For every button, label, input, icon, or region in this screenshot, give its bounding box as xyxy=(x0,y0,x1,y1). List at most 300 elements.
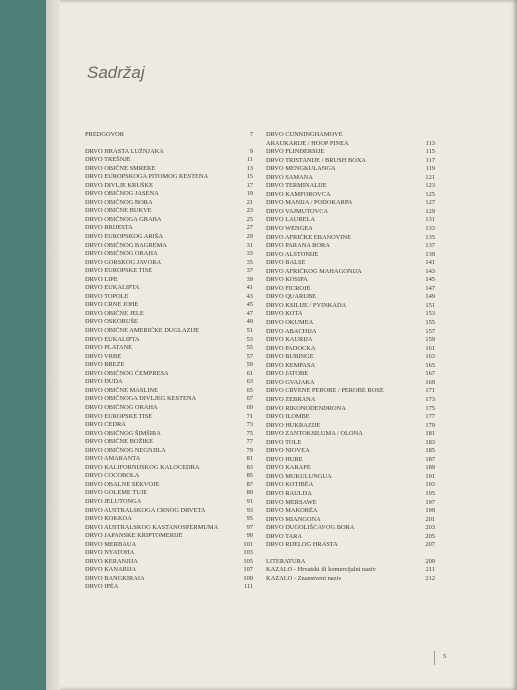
toc-entry-title: DRVO ALSTONIJE xyxy=(266,250,319,258)
toc-entry xyxy=(85,532,253,541)
toc-entry-page: 71 xyxy=(246,412,253,420)
toc-entry-title: DRVO KOTIBĚA xyxy=(266,481,314,489)
toc-entry-title: DRVO DUGOLIŠĆAVOG BORA xyxy=(266,524,355,532)
toc-entry-title: DRVO MANIJA / PODOKARPA xyxy=(266,199,353,207)
toc-entry-title: DRVO MERBAUA xyxy=(85,540,137,548)
toc-entry xyxy=(266,387,435,396)
toc-entry-page: 195 xyxy=(425,489,435,497)
toc-entry-page: 95 xyxy=(246,515,253,523)
toc-entry-title: DRVO KERANJIJA xyxy=(85,557,138,565)
toc-right-column xyxy=(266,131,435,583)
toc-entry-page: 117 xyxy=(425,156,435,164)
toc-entry-title: DRVO KAURIJA xyxy=(266,336,313,344)
toc-entry-title: DRVO VAJMUTOVCA xyxy=(266,207,329,215)
toc-entry-title: DRVO VRBE xyxy=(85,352,122,360)
toc-entry-title: DRVO OBIČNOG ORAHA xyxy=(85,403,158,411)
toc-entry-page: 155 xyxy=(425,319,435,327)
toc-entry-title: DRVO CEDRA xyxy=(85,421,126,429)
toc-entry-title: DRVO OBIČNOG BAGREMA xyxy=(85,241,167,249)
toc-entry xyxy=(266,276,435,285)
toc-entry-page: 93 xyxy=(246,506,253,514)
toc-entry-title: KAZALO - Hrvatski ili komercijalni naziv xyxy=(266,566,376,574)
toc-entry-page: 129 xyxy=(425,207,435,215)
toc-entry-title: DRVO OBIČNE BUKVE xyxy=(85,207,152,215)
toc-entry xyxy=(266,293,435,302)
toc-entry xyxy=(266,251,435,260)
toc-entry xyxy=(85,566,253,575)
toc-entry-title: DRVO HUKRAZIJE xyxy=(266,421,321,429)
toc-entry xyxy=(266,379,435,388)
toc-entry-page: 127 xyxy=(425,199,435,207)
toc-entry-title: LITERATURA xyxy=(266,557,306,565)
toc-entry-title: DRVO KAMFOROVCA xyxy=(266,190,331,198)
toc-entry-title: DRVO CUNNINGHAMOVE xyxy=(266,131,343,138)
toc-entry-page: 121 xyxy=(425,173,435,181)
toc-entry xyxy=(85,404,253,413)
toc-entry-title: DRVO KOKKOA xyxy=(85,515,132,523)
toc-entry xyxy=(85,267,253,276)
toc-entry xyxy=(85,464,253,473)
toc-entry-title: DRVO JATOBE xyxy=(266,370,309,378)
toc-entry-page: 19 xyxy=(246,190,253,198)
toc-entry-page: 21 xyxy=(246,198,253,206)
toc-entry-page: 143 xyxy=(425,267,435,275)
toc-entry xyxy=(85,148,253,157)
toc-entry-title: DRVO TOPOLE xyxy=(85,292,129,300)
toc-entry-page: 77 xyxy=(246,438,253,446)
toc-entry xyxy=(266,216,435,225)
toc-entry-page: 27 xyxy=(246,224,253,232)
toc-entry-title: DRVO EUROPSKE TISE xyxy=(85,412,153,420)
toc-entry xyxy=(85,310,253,319)
toc-entry-title: DRVO OBIČNE SMREKE xyxy=(85,164,156,172)
toc-entry-title: DRVO OBIČNOGA GRABA xyxy=(85,215,162,223)
toc-entry-title: DRVO ZANTOKSILUMA / OLONA xyxy=(266,430,363,438)
toc-entry-title: DRVO BREZE xyxy=(85,361,125,369)
toc-entry xyxy=(85,447,253,456)
toc-entry xyxy=(85,216,253,225)
toc-entry xyxy=(85,344,253,353)
toc-entry-title: DRVO KEMPASA xyxy=(266,361,316,369)
toc-entry-page: 101 xyxy=(243,540,253,548)
toc-entry-title: DRVO CRVENE PEROBE / PEROBE ROSE xyxy=(266,387,384,395)
toc-entry-page: 205 xyxy=(425,532,435,540)
toc-entry-title: DRVO EUROPSKOG ARIŠA xyxy=(85,233,163,241)
toc-entry xyxy=(266,533,435,542)
toc-entry xyxy=(266,405,435,414)
toc-entry-title: DRVO GVAJAKA xyxy=(266,378,315,386)
toc-entry-page: 169 xyxy=(425,378,435,386)
toc-entry-page: 159 xyxy=(425,336,435,344)
toc-entry-title: DRVO OBALNE SEKVOJE xyxy=(85,480,160,488)
toc-entry xyxy=(266,575,435,584)
toc-entry xyxy=(266,558,435,567)
toc-entry-page: 91 xyxy=(246,497,253,505)
toc-entry-page: 63 xyxy=(246,378,253,386)
toc-entry xyxy=(85,515,253,524)
toc-entry-title: DRVO EUKALIPTA xyxy=(85,335,140,343)
toc-entry xyxy=(85,156,253,165)
toc-entry-title: DRVO RAULDA xyxy=(266,489,312,497)
toc-entry-page: 119 xyxy=(425,165,435,173)
toc-entry-title: DRVO HURE xyxy=(266,455,303,463)
toc-entry-page: 69 xyxy=(246,403,253,411)
toc-entry-title: DRVO FLINDERSIJE xyxy=(266,148,325,156)
toc-entry-page: 109 xyxy=(243,574,253,582)
toc-entry-title: DRVO AUSTRALSKOG KASTANOSPERMUMA xyxy=(85,523,219,531)
toc-entry xyxy=(85,378,253,387)
toc-entry-title: DRVO NIOVEA xyxy=(266,447,310,455)
toc-entry-title: DRVO BANGKIRAIA xyxy=(85,574,145,582)
toc-entry xyxy=(266,507,435,516)
toc-entry-title: DRVO OKUMEA xyxy=(266,319,314,327)
toc-entry-title: DRVO KARAPE xyxy=(266,464,311,472)
toc-entry-title: DRVO OBIČNE MASLINE xyxy=(85,386,158,394)
toc-entry xyxy=(266,148,435,157)
toc-entry-page: 157 xyxy=(425,327,435,335)
toc-entry-page: 147 xyxy=(425,284,435,292)
toc-entry-title: DRVO ILOMBE xyxy=(266,413,310,421)
toc-entry xyxy=(85,190,253,199)
toc-entry xyxy=(266,541,435,550)
toc-entry-title: DRVO JAPANSKE KRIPTOMERIJE xyxy=(85,532,183,540)
toc-entry xyxy=(85,318,253,327)
toc-entry xyxy=(266,191,435,200)
toc-entry xyxy=(266,140,435,149)
toc-entry-title: DRVO EUROPSKOGA PITOMOG KESTENA xyxy=(85,173,209,181)
toc-entry xyxy=(85,207,253,216)
toc-entry-page: 49 xyxy=(246,318,253,326)
toc-entry-title: DRVO BRIJESTA xyxy=(85,224,133,232)
toc-entry-page: 35 xyxy=(246,258,253,266)
toc-entry-title: DRVO KOTA xyxy=(266,310,303,318)
toc-entry-title: DRVO MENGKULANGA xyxy=(266,165,336,173)
toc-entry-page: 151 xyxy=(425,301,435,309)
toc-entry xyxy=(266,447,435,456)
toc-entry-title: DRVO TARA xyxy=(266,532,302,540)
toc-entry-page: 89 xyxy=(246,489,253,497)
toc-entry xyxy=(85,276,253,285)
toc-entry-page: 193 xyxy=(425,481,435,489)
toc-entry xyxy=(85,455,253,464)
toc-entry-title: DRVO OBIČNOG ŠIMŠIRA xyxy=(85,429,161,437)
toc-entry xyxy=(85,575,253,584)
toc-entry xyxy=(266,302,435,311)
toc-entry xyxy=(85,250,253,259)
toc-entry-title: DRVO PADOCKA xyxy=(266,344,316,352)
toc-entry xyxy=(266,199,435,208)
toc-entry-page: 173 xyxy=(425,395,435,403)
toc-entry-title: DRVO OBIČNOGA DIVLJEG KESTENA xyxy=(85,395,197,403)
toc-entry xyxy=(266,456,435,465)
toc-entry-page: 59 xyxy=(246,361,253,369)
toc-entry xyxy=(85,438,253,447)
toc-entry-page: 131 xyxy=(425,216,435,224)
toc-entry xyxy=(266,319,435,328)
toc-entry xyxy=(85,395,253,404)
toc-entry-title: DRVO OBIČNE BOŽIKE xyxy=(85,438,154,446)
toc-entry-page: 149 xyxy=(425,293,435,301)
toc-entry-title: DRVO AUSTRALSKOGA CRNOG DRVETA xyxy=(85,506,206,514)
toc-entry-page: 55 xyxy=(246,344,253,352)
toc-entry-title: DRVO OBIČNOG NEGNJILA xyxy=(85,446,166,454)
toc-entry-title: DRVO TREŠNJE xyxy=(85,156,131,164)
toc-entry xyxy=(266,353,435,362)
toc-entry-title: DRVO BUBINGE xyxy=(266,353,314,361)
toc-entry xyxy=(266,422,435,431)
toc-entry-page: 135 xyxy=(425,233,435,241)
toc-entry-title: DRVO PLATANE xyxy=(85,344,133,352)
toc-entry-page: 167 xyxy=(425,370,435,378)
toc-entry-page: 203 xyxy=(425,524,435,532)
toc-entry-title: DRVO KOSIPA xyxy=(266,276,308,284)
toc-entry-title: DRVO OBIČNOG ORAHA xyxy=(85,250,158,258)
toc-entry-title: DRVO AFRIČKE EBANOVINE xyxy=(266,233,352,241)
toc-entry-page: 47 xyxy=(246,309,253,317)
toc-entry-title: DRVO TERMINALIJE xyxy=(266,182,327,190)
toc-entry-page: 99 xyxy=(246,532,253,540)
toc-entry-page: 53 xyxy=(246,335,253,343)
toc-entry-title: DRVO WENGEA xyxy=(266,225,313,233)
toc-entry-page: 43 xyxy=(246,292,253,300)
toc-entry xyxy=(85,541,253,550)
toc-entry xyxy=(85,233,253,242)
toc-entry xyxy=(85,301,253,310)
toc-entry xyxy=(85,361,253,370)
toc-entry-page: 25 xyxy=(246,215,253,223)
toc-entry-title: DRVO PARANA BORA xyxy=(266,242,330,250)
toc-entry-title: DRVO EUKALIPTA xyxy=(85,284,140,292)
toc-entry-page: 181 xyxy=(425,430,435,438)
toc-entry xyxy=(85,524,253,533)
toc-entry xyxy=(85,481,253,490)
toc-entry xyxy=(85,430,253,439)
toc-entry-page: 199 xyxy=(425,507,435,515)
toc-entry xyxy=(266,396,435,405)
toc-entry xyxy=(85,558,253,567)
toc-entry-title: DRVO BALSE xyxy=(266,259,306,267)
toc-entry-page: 103 xyxy=(243,549,253,557)
book-page xyxy=(46,0,517,690)
toc-entry-title: DRVO MIANGONA xyxy=(266,515,321,523)
toc-entry-title: DRVO GOLEME TUJE xyxy=(85,489,148,497)
toc-entry xyxy=(85,199,253,208)
toc-entry-title: DRVO RIKONODENDRONA xyxy=(266,404,346,412)
toc-entry xyxy=(266,473,435,482)
page-gutter xyxy=(46,0,60,690)
toc-entry-page: 211 xyxy=(425,566,435,574)
toc-entry-title: KAZALO - Znanstveni naziv xyxy=(266,574,342,582)
toc-entry xyxy=(85,242,253,251)
toc-entry-page: 29 xyxy=(246,233,253,241)
toc-entry xyxy=(266,524,435,533)
toc-entry xyxy=(266,336,435,345)
toc-entry xyxy=(266,481,435,490)
toc-entry xyxy=(85,498,253,507)
toc-entry-page: 111 xyxy=(243,583,253,591)
toc-left-column xyxy=(85,131,253,592)
toc-entry-page: 81 xyxy=(246,455,253,463)
toc-entry-page: 189 xyxy=(425,464,435,472)
toc-entry-page: 125 xyxy=(425,190,435,198)
toc-entry xyxy=(85,182,253,191)
toc-entry xyxy=(266,345,435,354)
toc-entry xyxy=(266,328,435,337)
toc-entry-page: 175 xyxy=(425,404,435,412)
toc-entry-title: DRVO OBIČNOG ČEMPRESA xyxy=(85,369,169,377)
toc-entry-page: 37 xyxy=(246,267,253,275)
toc-entry xyxy=(266,439,435,448)
toc-entry-title: DRVO KANARIJA xyxy=(85,566,137,574)
toc-entry xyxy=(85,507,253,516)
toc-entry-page: 123 xyxy=(425,182,435,190)
toc-entry xyxy=(266,464,435,473)
toc-entry xyxy=(266,131,435,140)
toc-entry-title: DRVO ZEBRANA xyxy=(266,395,316,403)
toc-entry-title: DRVO OBIČNE AMERIČKE DUGLAZIJE xyxy=(85,327,199,335)
toc-entry-title: DRVO TOLE xyxy=(266,438,302,446)
toc-entry xyxy=(85,353,253,362)
toc-entry-page: 201 xyxy=(425,515,435,523)
toc-entry-page: 187 xyxy=(425,455,435,463)
toc-entry xyxy=(266,157,435,166)
toc-entry-page: 39 xyxy=(246,275,253,283)
toc-entry-page: 153 xyxy=(425,310,435,318)
toc-entry-page: 165 xyxy=(425,361,435,369)
toc-entry-page: 113 xyxy=(425,139,435,147)
toc-entry-page: 209 xyxy=(425,557,435,565)
toc-entry xyxy=(266,490,435,499)
toc-entry-page: 97 xyxy=(246,523,253,531)
toc-entry-title: DRVO DUDA xyxy=(85,378,123,386)
toc-entry-page: 87 xyxy=(246,480,253,488)
toc-entry xyxy=(85,387,253,396)
toc-entry-title: DRVO KSILIJE / PYINKADA xyxy=(266,301,347,309)
toc-entry-page: 191 xyxy=(425,472,435,480)
toc-entry-page: 185 xyxy=(425,447,435,455)
toc-entry xyxy=(266,208,435,217)
toc-entry-title: DRVO IPĚA xyxy=(85,583,119,591)
toc-entry xyxy=(85,293,253,302)
toc-entry-page: 141 xyxy=(425,259,435,267)
toc-entry-title: DRVO AFRIČKOG MAHAGONIJA xyxy=(266,267,362,275)
toc-entry-page: 67 xyxy=(246,395,253,403)
toc-entry xyxy=(266,413,435,422)
toc-entry-title: DRVO MAKORĚA xyxy=(266,507,318,515)
toc-entry xyxy=(85,549,253,558)
toc-entry xyxy=(85,224,253,233)
toc-entry-page: 177 xyxy=(425,413,435,421)
toc-entry xyxy=(266,430,435,439)
toc-entry-page: 161 xyxy=(425,344,435,352)
toc-entry xyxy=(85,165,253,174)
toc-entry-page: 137 xyxy=(425,242,435,250)
toc-entry-page: 73 xyxy=(246,421,253,429)
toc-entry-title: DRVO FICROJE xyxy=(266,284,311,292)
toc-entry-page: 11 xyxy=(246,156,253,164)
toc-entry-page: 85 xyxy=(246,472,253,480)
toc-entry-page: 171 xyxy=(425,387,435,395)
toc-entry-page: 7 xyxy=(249,131,253,138)
toc-entry-title: DRVO ABACHIJA xyxy=(266,327,317,335)
toc-entry-page: 115 xyxy=(425,148,435,156)
toc-entry-page: 45 xyxy=(246,301,253,309)
toc-entry xyxy=(85,131,253,140)
toc-entry-title: DRVO JELUTONGA xyxy=(85,497,142,505)
toc-entry-title: DRVO KALIFORNIJSKOG KALOCEDRA xyxy=(85,463,200,471)
toc-entry-title: DRVO OSKORUŠE xyxy=(85,318,138,326)
toc-entry xyxy=(266,259,435,268)
toc-entry-title: DRVO AMARANTA xyxy=(85,455,141,463)
toc-entry-page: 179 xyxy=(425,421,435,429)
page-number: 5 xyxy=(443,653,447,660)
toc-entry-title: DRVO OBIČNE JELE xyxy=(85,309,144,317)
toc-entry-title: DRVO LAURELA xyxy=(266,216,316,224)
toc-entry xyxy=(85,583,253,592)
toc-entry xyxy=(85,284,253,293)
toc-entry-page: 197 xyxy=(425,498,435,506)
toc-entry xyxy=(266,234,435,243)
toc-entry-page: 41 xyxy=(246,284,253,292)
toc-entry-page: 83 xyxy=(246,463,253,471)
toc-entry xyxy=(266,225,435,234)
toc-entry-page: 61 xyxy=(246,369,253,377)
toc-entry xyxy=(85,370,253,379)
toc-entry-title: DRVO EUROPSKE TISE xyxy=(85,267,153,275)
toc-entry-title: DRVO TRISTANIJE / BRUSH BOXA xyxy=(266,156,367,164)
toc-entry xyxy=(266,362,435,371)
toc-entry-title: DRVO NYATOHA xyxy=(85,549,135,557)
toc-entry-page: 105 xyxy=(243,557,253,565)
toc-entry xyxy=(85,421,253,430)
toc-entry xyxy=(85,336,253,345)
toc-entry xyxy=(85,489,253,498)
toc-entry-title: DRVO QUARUBE xyxy=(266,293,317,301)
toc-entry-page: 145 xyxy=(425,276,435,284)
toc-entry-title: DRVO HRASTA LUŽNJAKA xyxy=(85,147,164,155)
toc-entry-page: 9 xyxy=(249,147,253,155)
toc-entry xyxy=(85,173,253,182)
page-title: Sadržaj xyxy=(87,63,145,82)
toc-entry-page: 17 xyxy=(246,181,253,189)
toc-entry xyxy=(266,165,435,174)
toc-entry xyxy=(85,259,253,268)
toc-entry-title: DRVO OBIČNOG BORA xyxy=(85,198,153,206)
toc-entry-title: DRVO GORSKOG JAVORA xyxy=(85,258,162,266)
toc-entry xyxy=(85,413,253,422)
toc-entry-page: 57 xyxy=(246,352,253,360)
toc-entry-title: DRVO CRNE JOHE xyxy=(85,301,139,309)
toc-entry-page: 75 xyxy=(246,429,253,437)
toc-entry-page: 15 xyxy=(246,173,253,181)
toc-entry-title: PREDGOVOR xyxy=(85,131,125,138)
toc-entry-page: 13 xyxy=(246,164,253,172)
toc-entry-page: 23 xyxy=(246,207,253,215)
toc-entry-title: DRVO RIJELOG HRASTA xyxy=(266,541,338,549)
toc-entry xyxy=(266,516,435,525)
toc-entry-title: DRVO COCOBOLA xyxy=(85,472,140,480)
toc-entry-page: 133 xyxy=(425,225,435,233)
toc-entry xyxy=(266,566,435,575)
toc-entry-title: DRVO DIVLJE KRUŠKE xyxy=(85,181,154,189)
toc-entry xyxy=(266,174,435,183)
toc-entry-title: DRVO MUKULUNGUA xyxy=(266,472,332,480)
toc-entry-page: 33 xyxy=(246,250,253,258)
toc-entry-title: ARAUKARIJE / HOOP PINEA xyxy=(266,139,349,147)
toc-entry-page: 139 xyxy=(425,250,435,258)
toc-entry xyxy=(266,242,435,251)
toc-entry-page: 163 xyxy=(425,353,435,361)
